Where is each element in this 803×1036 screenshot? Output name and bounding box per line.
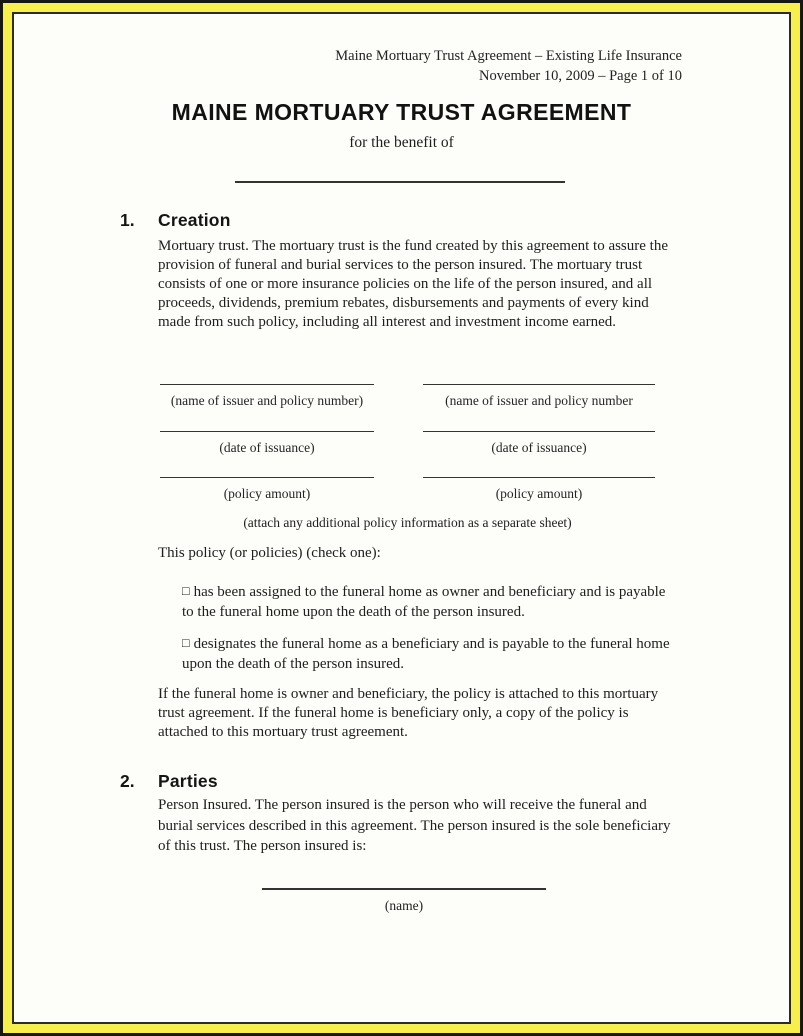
section-1-body: Mortuary trust. The mortuary trust is the fund created by this agreement to assure the provision of funeral and burial services to the person insured. The mortuary trust consists of one or more insurance policies on the life of the person insured, and all proceeds, dividends, premium rebates, disbursements and payments of every kind made from such policy, including all interest and investment income earned. xyxy=(158,238,668,330)
policy-issuer-label-1: (name of issuer and policy number) xyxy=(170,393,364,408)
document-title: MAINE MORTUARY TRUST AGREEMENT xyxy=(171,99,632,125)
policy-date-field-2[interactable] xyxy=(423,424,655,432)
policy-date-label-1: (date of issuance) xyxy=(219,440,315,455)
attachment-note: (attach any additional policy information as a separate sheet) xyxy=(243,515,572,530)
section-1-heading: Creation xyxy=(158,210,231,230)
policy-amount-label-2: (policy amount) xyxy=(495,486,583,501)
document-subtitle: for the benefit of xyxy=(349,134,454,151)
checkbox-icon[interactable]: □ xyxy=(182,584,190,598)
page-header-line1: Maine Mortuary Trust Agreement – Existing Life Insurance xyxy=(335,48,682,64)
section-2-number: 2. xyxy=(120,771,135,791)
policy-issuer-field-1[interactable] xyxy=(160,377,374,385)
checklist-note: If the funeral home is owner and beneficiary, the policy is attached to this mortuary trust agreement. If the funeral home is beneficiary only, a copy of the policy is attached to this mortuary trust agreement. xyxy=(158,686,659,740)
policy-issuer-cell-1 xyxy=(160,377,374,409)
checklist-option-1 xyxy=(182,582,676,622)
page-header xyxy=(114,46,682,86)
checkbox-icon[interactable]: □ xyxy=(182,636,190,650)
section-1-number: 1. xyxy=(120,210,135,230)
policy-date-cell-2 xyxy=(423,424,655,456)
policy-amount-field-2[interactable] xyxy=(423,470,655,478)
policy-amount-label-1: (policy amount) xyxy=(223,486,311,501)
page-header-line2: November 10, 2009 – Page 1 of 10 xyxy=(479,68,682,84)
section-2-body: Person Insured. The person insured is the person who will receive the funeral and burial services described in this agreement. The person insured is the sole beneficiary of this trust. The person insured is: xyxy=(158,797,671,854)
person-insured-name-label: (name) xyxy=(384,898,424,913)
beneficiary-name-field[interactable] xyxy=(235,181,565,183)
policy-fields-row-amount xyxy=(160,470,655,502)
policy-amount-cell-1 xyxy=(160,470,374,502)
policy-issuer-label-2: (name of issuer and policy number xyxy=(445,393,633,408)
section-2-heading: Parties xyxy=(158,771,218,791)
policy-date-label-2: (date of issuance) xyxy=(491,440,587,455)
checklist-option-2-text: designates the funeral home as a beneficiary and is payable to the funeral home upon the death of the person insured. xyxy=(182,636,670,672)
checklist-intro: This policy (or policies) (check one): xyxy=(158,545,381,561)
policy-amount-field-1[interactable] xyxy=(160,470,374,478)
checklist-option-2 xyxy=(182,634,676,674)
policy-fields-row-issuer xyxy=(160,377,655,409)
policy-date-field-1[interactable] xyxy=(160,424,374,432)
policy-amount-cell-2 xyxy=(423,470,655,502)
policy-issuer-cell-2 xyxy=(423,377,655,409)
policy-date-cell-1 xyxy=(160,424,374,456)
person-insured-name-field[interactable] xyxy=(262,888,546,890)
policy-fields-row-date xyxy=(160,424,655,456)
policy-issuer-field-2[interactable] xyxy=(423,377,655,385)
document-page xyxy=(12,12,791,1024)
checklist-option-1-text: has been assigned to the funeral home as owner and beneficiary and is payable to the funeral home upon the death of the person insured. xyxy=(182,584,666,620)
